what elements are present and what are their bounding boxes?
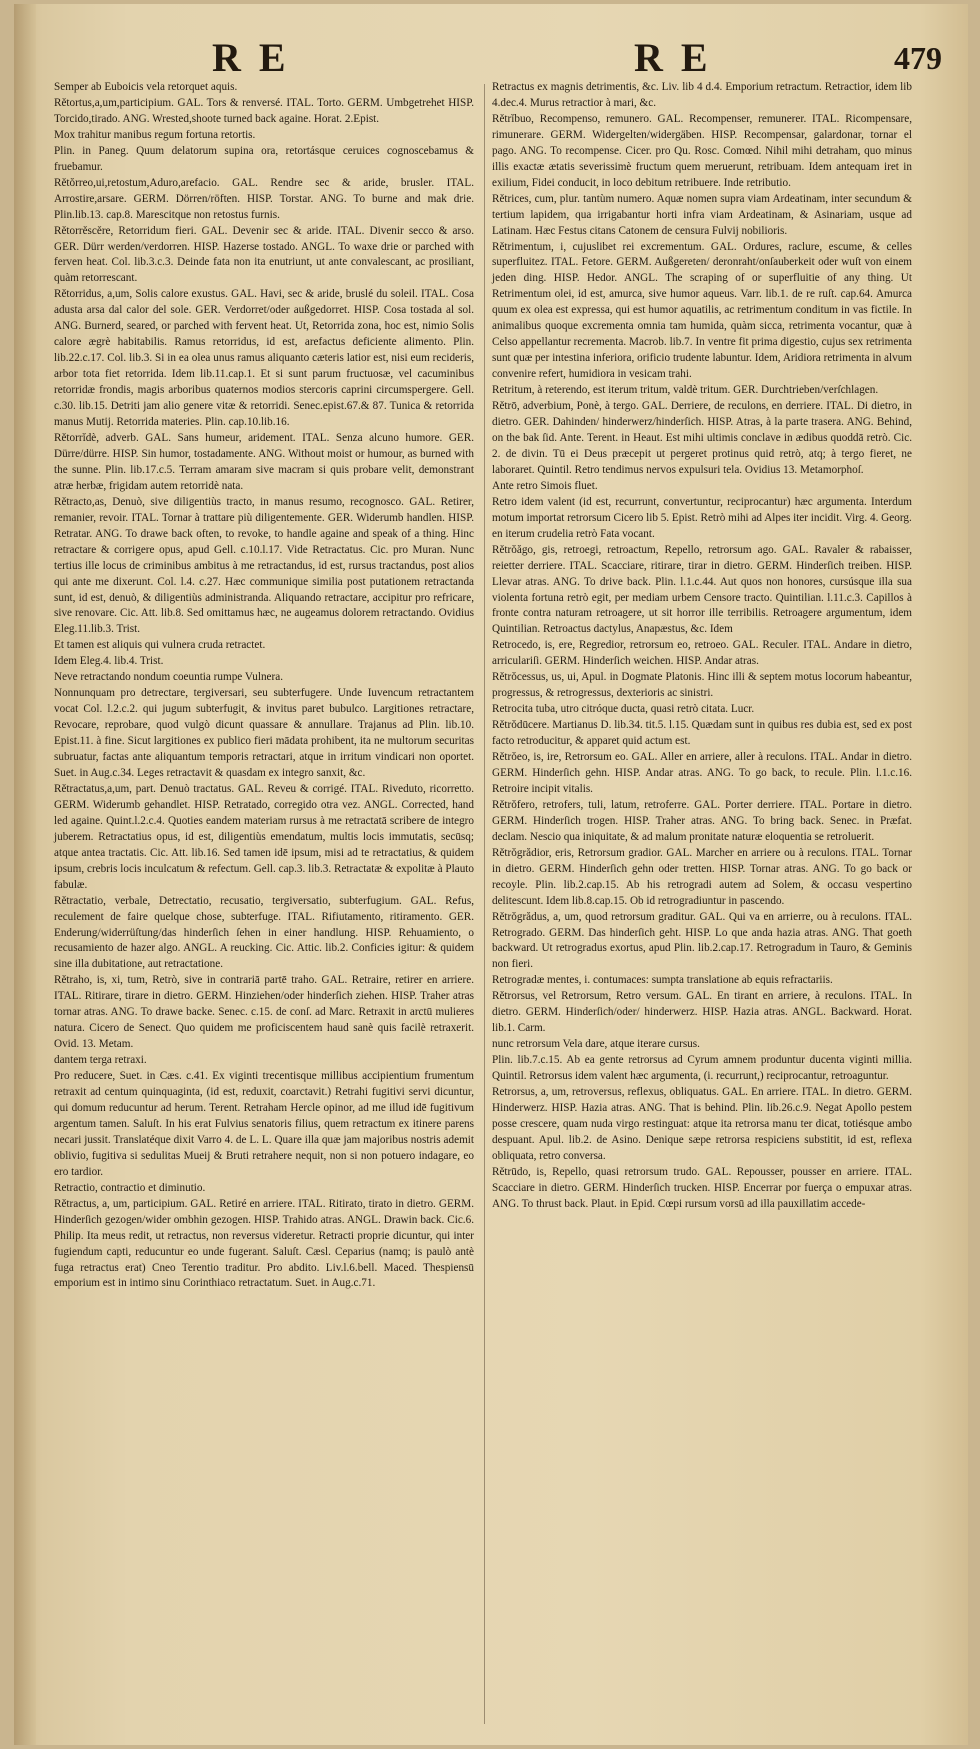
dictionary-entry: Neve retractando nondum coeuntia rumpe Vulnera. [54, 671, 283, 684]
dictionary-entry: nunc retrorsum Vela dare, atque iterare cursus. [492, 1038, 700, 1051]
dictionary-entry: Rětrūdo, is, Repello, quasi retrorsum trudo. GAL. Repousser, pousser en arriere. ITAL. Scacciare in dietro. GERM. Hinderſich trucken. HISP. Encerrar por fuerça o empuxar atras. ANG. To thrust back. Plaut. in Epid. Cœpi rursum vorsū ad illa pauxillatim accede- [492, 1165, 912, 1210]
dictionary-entry: Rětractatio, verbale, Detrectatio, recusatio, tergiversatio, subterfugium. GAL. Refus, reculement de faire quelque chose, subterfuge. ITAL. Rifiutamento, ritiramento. GER. Enderung/widerrüſtung/das hinderſich ſehen in einer handlung. HISP. Rehuamiento, o recusamiento de hazer algo. ANGL. A reucking. Cic. Attic. lib.2. Conficies igitur: & quidem sine illa dubitatione, aut retractatione. [54, 894, 474, 971]
dictionary-entry: Rětorrĭdè, adverb. GAL. Sans humeur, aridement. ITAL. Senza alcuno humore. GER. Dürre/dürre. HISP. Sin humor, tostadamente. ANG. Without moist or humour, as burned with the sunne. Plin. lib.17.c.5. Terram amaram sive macram si quis probare velit, demonstrant atræ herbæ, frigidam autem retorridè nata. [54, 431, 474, 492]
dictionary-entry: Rětrō, adverbium, Ponè, à tergo. GAL. Derriere, de reculons, en derriere. ITAL. Di dietro, in dietro. GER. Dahinden/ hinderwerz/hinderſich. HISP. Atras, à la parte trasera. ANG. Behind, on the bak ſid. Ante. Terent. in Heaut. Est mihi ultimis conclave in ædibus quoddā retrò. Cic. 2. de divin. Tū ei Deus præcepit ut pergeret protinus quid retrò, atq; à tergo fieret, ne laboraret. Quintil. Retro tendimus nervos expulsuri tela. Ovidius 13. Metamorphoſ. [492, 400, 912, 476]
dictionary-entry: Ante retro Simois fluet. [492, 479, 598, 492]
dictionary-entry: Rětractus, a, um, participium. GAL. Retiré en arriere. ITAL. Ritirato, tirato in dietro. GERM. Hinderſich gezogen/wider ombhin gezogen. HISP. Trahido atras. ANGL. Drawin back. Cic.6. Philip. Ita meus redit, ut retractus, non reversus videretur. Retracti proprie dicuntur, qui inter fugiendum capti, reducuntur eo unde fugerant. Saluſt. Cæsl. Ceparius (namq; is paulò antè fuga retractus erat) Cneo Terentio traditur. Pro abdito. Liv.l.6.bell. Maced. Thespiensū emporium est in intimo sinu Corinthiaco retractatum. Suet. in Aug.c.71. [54, 1197, 474, 1290]
dictionary-entry: Rětorrěscěre, Retorridum fieri. GAL. Devenir sec & aride. ITAL. Divenir secco & arso. GER. Dürr werden/verdorren. HISP. Hazerse tostado. ANGL. To waxe drie or parched with ferven heat. Col. lib.3.c.3. Deinde fata non ita enutriunt, ut ante convalescant, ac prosiliant, quàm retorrescant. [54, 224, 474, 285]
dictionary-entry: Rětorridus, a,um, Solis calore exustus. GAL. Havi, sec & aride, bruslé du soleil. ITAL. Cosa adusta arsa dal calor del sole. GER. Verdorret/oder außgedorret. HISP. Cosa tostada al sol. ANG. Burnerd, seared, or parched with fervent heat. Ut, Retorrida zona, hoc est, nimio Solis calore ægrè habitabilis. Ramus retorridus, id est, arefactus deficiente alimento. Plin. lib.22.c.17. Col. lib.3. Si in ea olea unus ramus aliquanto cæteris latior est, nisi eum recideris, arbor tota fiet retorrida. Idem lib.11.cap.1. Et si sunt parum fructuosæ, vel cacuminibus retorridæ frondis, magis arboribus quaternos modios stercoris caprini circumspergere. Gell. c.30. lib.15. Detriti jam alio genere vitæ & retorridi. Senec.epist.67.& 87. Tunica & retorrida manus Mutij. Retorrida materies. Plin. cap.10.lib.16. [54, 288, 474, 429]
dictionary-entry: Rětrices, cum, plur. tantùm numero. Aquæ nomen supra viam Ardeatinam, inter secundum & tertium lapidem, qua irrigabantur horti infra viam Ardeatinam, & Asinariam, usque ad Latinam. Hæc Festus citans Catonem de censura Fulvij nobilioris. [492, 192, 912, 237]
running-head-left: R E [212, 35, 290, 80]
dictionary-entry: Rětrŏdūcere. Martianus D. lib.34. tit.5. l.15. Quædam sunt in quibus res dubia est, sed ex post facto retroducitur, & apparet quid actum est. [492, 719, 912, 748]
dictionary-entry: Rětŏrreo,ui,retostum,Aduro,arefacio. GAL. Rendre sec & aride, brusler. ITAL. Arrostire,arsare. GERM. Dörren/röften. HISP. Torstar. ANG. To burne and mak drie. Plin.lib.13. cap.8. Marescitque non retostus furnis. [54, 176, 474, 221]
left-column [54, 80, 474, 1292]
dictionary-entry: Rětractatus,a,um, part. Denuò tractatus. GAL. Reveu & corrigé. ITAL. Riveduto, ricorretto. GERM. Widerumb gehandlet. HISP. Retratado, corregido otra vez. ANGL. Corrected, hand led againe. Quint.l.2.c.4. Quoties eandem materiam rursus à me retractatā scribere de integro juberem. Retractatius opus, id est, diligentiùs emendatum, multis locis immutatis, secūsq; atque antea tractatis. Cic. Att. lib.16. Sed tamen idē ipsum, misi ad te retractatius, & quidem ipsum, crebris locis inculcatum & refectum. Gell. cap.3. lib.3. Retractatæ & expolitæ à Plauto fabulæ. [54, 782, 474, 891]
dictionary-entry: Retrorsus, a, um, retroversus, reflexus, obliquatus. GAL. En arriere. ITAL. In dietro. GERM. Hinderwerz. HISP. Hazia atras. ANG. That is behind. Plin. lib.26.c.9. Negat Apollo pestem posse crescere, quam nuda virgo restinguat: atque ita retrorsa manu ter dicat, totiésque ambo despuant. Apul. lib.2. de Asino. Denique sæpe retrorsa respiciens substitit, id est, reflexa obliquata, retro conversa. [492, 1086, 912, 1162]
right-column [492, 80, 912, 1213]
page-number: 479 [894, 40, 942, 76]
dictionary-entry: Mox trahitur manibus regum fortuna retortis. [54, 128, 256, 141]
running-head-right: R E [634, 35, 712, 80]
column-divider [484, 84, 485, 1724]
dictionary-entry: Retractio, contractio et diminutio. [54, 1181, 206, 1194]
page-gutter-shadow [14, 4, 36, 1745]
dictionary-entry: Idem Eleg.4. lib.4. Trist. [54, 655, 164, 668]
dictionary-entry: Rětracto,as, Denuò, sive diligentiùs tracto, in manus resumo, recognosco. GAL. Retirer, remanier, revoir. ITAL. Tornar à trattare più diligentemente. GER. Widerumb handlen. HISP. Retratar. ANG. To drawe back often, to revoke, to handle againe and speak of a thing. Hinc retractare & corrigere opus, apud Gell. c.10.l.17. Vide Retractatus. Cic. pro Muran. Nunc tertius ille locus de criminibus ambitus à me retractandus, id est, rursus tractandus, post alios qui ante me dixerunt. Col. l.4. c.27. Hæc communique similia post putationem retractanda sunt, id est, denuò, & diligentiùs administranda. Aliquando retractare, accipitur pro refricare, sive renovare. Cic. Att. lib.8. Sed omittamus hæc, ne augeamus dolorem retractando. Ovidius Eleg.11.lib.3. Trist. [54, 495, 474, 636]
dictionary-entry: Rětortus,a,um,participium. GAL. Tors & renversé. ITAL. Torto. GERM. Umbgetrehet HISP. Torcido,tirado. ANG. Wrested,shoote turned back againe. Horat. 2.Epist. [54, 96, 474, 125]
dictionary-entry: Rětrŏgrădus, a, um, quod retrorsum graditur. GAL. Qui va en arrierre, ou à reculons. ITAL. Retrogrado. GERM. Das hinderſich geht. HISP. Lo que anda hazia atras. ANG. That goeth backward. Ut retrogradus exortus, apud Plin. lib.2.cap.17. Retrogradum in Tauro, & Geminis non fieri. [492, 910, 912, 971]
dictionary-entry: Rětrŏcessus, us, ui, Apul. in Dogmate Platonis. Hinc illi & septem motus locorum habeantur, progressus, & retrogressus, dexterioris ac sinistri. [492, 671, 912, 700]
dictionary-entry: Rětrŏăgo, gis, retroegi, retroactum, Repello, retrorsum ago. GAL. Ravaler & rabaisser, reietter derriere. ITAL. Scacciare, ritirare, tirar in dietro. GERM. Hinderſich treiben. HISP. Llevar atras. ANG. To drive back. Plin. l.1.c.44. Aut quos non honores, cursúsque illa sua violenta fortuna retrò egit, per mediam urbem Censore tracto. Quintilian. l.11.c.3. Capillos à fronte contra naturam retroagere, ut sit horror ille terribilis. Retroagere argumentum, idem Quintilian. Retroactus dactylus, Anapæstus, &c. Idem [492, 543, 912, 636]
dictionary-entry: Rětrĭbuo, Recompenso, remunero. GAL. Recompenser, remunerer. ITAL. Ricompensare, rimunerare. GERM. Widergelten/widergäben. HISP. Recompensar, galardonar, tornar el pago. ANG. To recompense. Cicer. pro Qu. Rosc. Comœd. Nihil mihi detraham, quo minus illis exactæ ætatis severissimè fructum quem meruerunt, retribuam. Idem antequam iret in exilium, Fidei conducit, in loco debitum retribuere. Inde retributio. [492, 112, 912, 189]
dictionary-entry: Rětrŏeo, is, ire, Retrorsum eo. GAL. Aller en arriere, aller à reculons. ITAL. Andar in dietro. GERM. Hinderſich gehn. HISP. Andar atras. ANG. To go back, to recule. Plin. l.1.c.16. Retroire incipit vitalis. [492, 751, 912, 795]
dictionary-entry: Plin. lib.7.c.15. Ab ea gente retrorsus ad Cyrum amnem produntur ducenta viginti millia. Quintil. Retrorsus idem valent hæc argumenta, (i. recurrunt,) reciprocantur, retroaguntur. [492, 1054, 912, 1083]
dictionary-entry: Retrogradæ mentes, i. contumaces: sumpta translatione ab equis refractariis. [492, 974, 833, 987]
dictionary-page [14, 4, 968, 1745]
dictionary-entry: Plin. in Paneg. Quum delatorum supina ora, retortásque ceruices cognoscebamus & fruebamur. [54, 144, 474, 173]
dictionary-entry: Retrocita tuba, utro citróque ducta, quasi retrò citata. Lucr. [492, 703, 755, 716]
dictionary-entry: Rětrŏgrădior, eris, Retrorsum gradior. GAL. Marcher en arriere ou à reculons. ITAL. Tornar in dietro. GERM. Hinderſich gehn oder tretten. HISP. Tornar atras. ANG. To go back or recoyle. Plin. lib.2.cap.15. Ab his retrogradi autem ad Solem, & occasu vespertino delitescunt. Idem lib.8.cap.15. Ob id retrogradiuntur in pascendo. [492, 846, 912, 907]
dictionary-entry: en iterum crudelia retrò Fata vocant. [492, 527, 655, 540]
dictionary-entry: Pro reducere, Suet. in Cæs. c.41. Ex viginti trecentisque millibus accipientium frumentum retraxit ad centum quinquaginta, (id est, reduxit, coarctavit.) Retrahi fugitivi servi dicuntur, qui domum reducuntur ad herum. Terent. Retraham Hercle opinor, ad me illud idē fugitivum argentum tamen. Saluſt. In his erat Fulvius senatoris filius, quem retractum ex itinere parens necari jussit. Translatéque dixit Varro 4. de L. L. Quare illa quæ jam majoribus nostris ademit oblivio, fugitiva si sedulitas Mueij & Bruti retrahere nequit, non si non potuero indagare, eo ero tardior. [54, 1070, 474, 1178]
dictionary-entry: Retritum, à reterendo, est iterum tritum, valdè tritum. GER. Durchtrieben/verſchlagen. [492, 384, 879, 397]
dictionary-entry: Rětrorsus, vel Retrorsum, Retro versum. GAL. En tirant en arriere, à reculons. ITAL. In dietro. GERM. Hinderſich/oder/ hinderwerz. HISP. Hazia atras. ANGL. Backward. Horat. lib.1. Carm. [492, 990, 912, 1035]
dictionary-entry: Rětraho, is, xi, tum, Retrò, sive in contrariā partē traho. GAL. Retraire, retirer en arriere. ITAL. Ritirare, tirare in dietro. GERM. Hinziehen/oder hinderſich ziehen. HISP. Traher atras tornar atras. ANG. To drawe backe. Senec. c.15. de conſ. ad Marc. Retraxit in arctū mulieres natura. Cicero de Senect. Quo quidem me proficiscentem haud sanè quis facilè retraxerit. Ovid. 13. Metam. [54, 974, 474, 1051]
dictionary-entry: Rětrŏfero, retrofers, tuli, latum, retroferre. GAL. Porter derriere. ITAL. Portare in dietro. GERM. Hinderſich trogen. HISP. Traher atras. ANG. To bring back. Senec. in Præfat. declam. Nescio qua iniquitate, & ad malum pronitate naturæ eloquentia se retroluerit. [492, 798, 912, 843]
dictionary-entry: Semper ab Euboicis vela retorquet aquis. [54, 81, 238, 93]
dictionary-entry: Retractus ex magnis detrimentis, &c. Liv. lib 4 d.4. Emporium retractum. Retractior, idem lib 4.dec.4. Murus retractior à mari, &c. [492, 81, 912, 109]
dictionary-entry: Retro idem valent (id est, recurrunt, convertuntur, reciprocantur) hæc argumenta. Interdum motum importat retrorsum Cicero lib 5. Epist. Retrò mihi ad Alpes iter incidit. Virg. 4. Georg. [492, 495, 912, 524]
dictionary-entry: Et tamen est aliquis qui vulnera cruda retractet. [54, 639, 266, 652]
dictionary-entry: dantem terga retraxi. [54, 1054, 147, 1067]
dictionary-entry: Nonnunquam pro detrectare, tergiversari, seu subterfugere. Unde Iuvencum retractantem vocat Col. l.2.c.2. qui jugum subterfugit, & invitus paret bubulco. Largitiones retractare, Revocare, reprobare, quod vulgò dicunt quassare & annullare. Trajanus ad Plin. lib.10. Epist.11. à fine. Sicut largitiones ex publico fieri mādata prohibent, ita ne multorum securitas subruatur, factas ante aliquantum temporis retractari, atque in irritum vindicari non oportet. Suet. in Aug.c.34. Leges retractavit & quasdam ex integro sanxit, &c. [54, 687, 474, 779]
dictionary-entry: Retrocedo, is, ere, Regredior, retrorsum eo, retroeo. GAL. Reculer. ITAL. Andare in dietro, arriculariſi. GERM. Hinderſich weichen. HISP. Andar atras. [492, 639, 912, 668]
dictionary-entry: Rětrimentum, i, cujuslibet rei excrementum. GAL. Ordures, raclure, escume, & celles superfluitez. ITAL. Fetore. GERM. Außgereten/ deronraht/onſauberkeit oder wuſt von einem jeden ding. HISP. Hedor. ANGL. The scraping of or superfluitie of any thing. Ut Retrimentum olei, id est, amurca, sive humor aqueus. Varr. lib.1. de re ruſt. cap.64. Amurca quum ex olea est expressa, qui est humor aquatilis, ac retrimentum conditum in vas fictile. In animalibus quoque excrementa omnia tam humida, quàm sicca, retrimenta vocantur, quæ à Celso appellantur recrementa. Macrob. lib.7. In ventre fit prima digestio, cujus sex retrimenta sunt quæ per intestina inferiora, orificio trudente labuntur. Idem, Aridiora retrimenta in alvum convenire refert, humidiora in vesicam trahi. [492, 240, 912, 381]
